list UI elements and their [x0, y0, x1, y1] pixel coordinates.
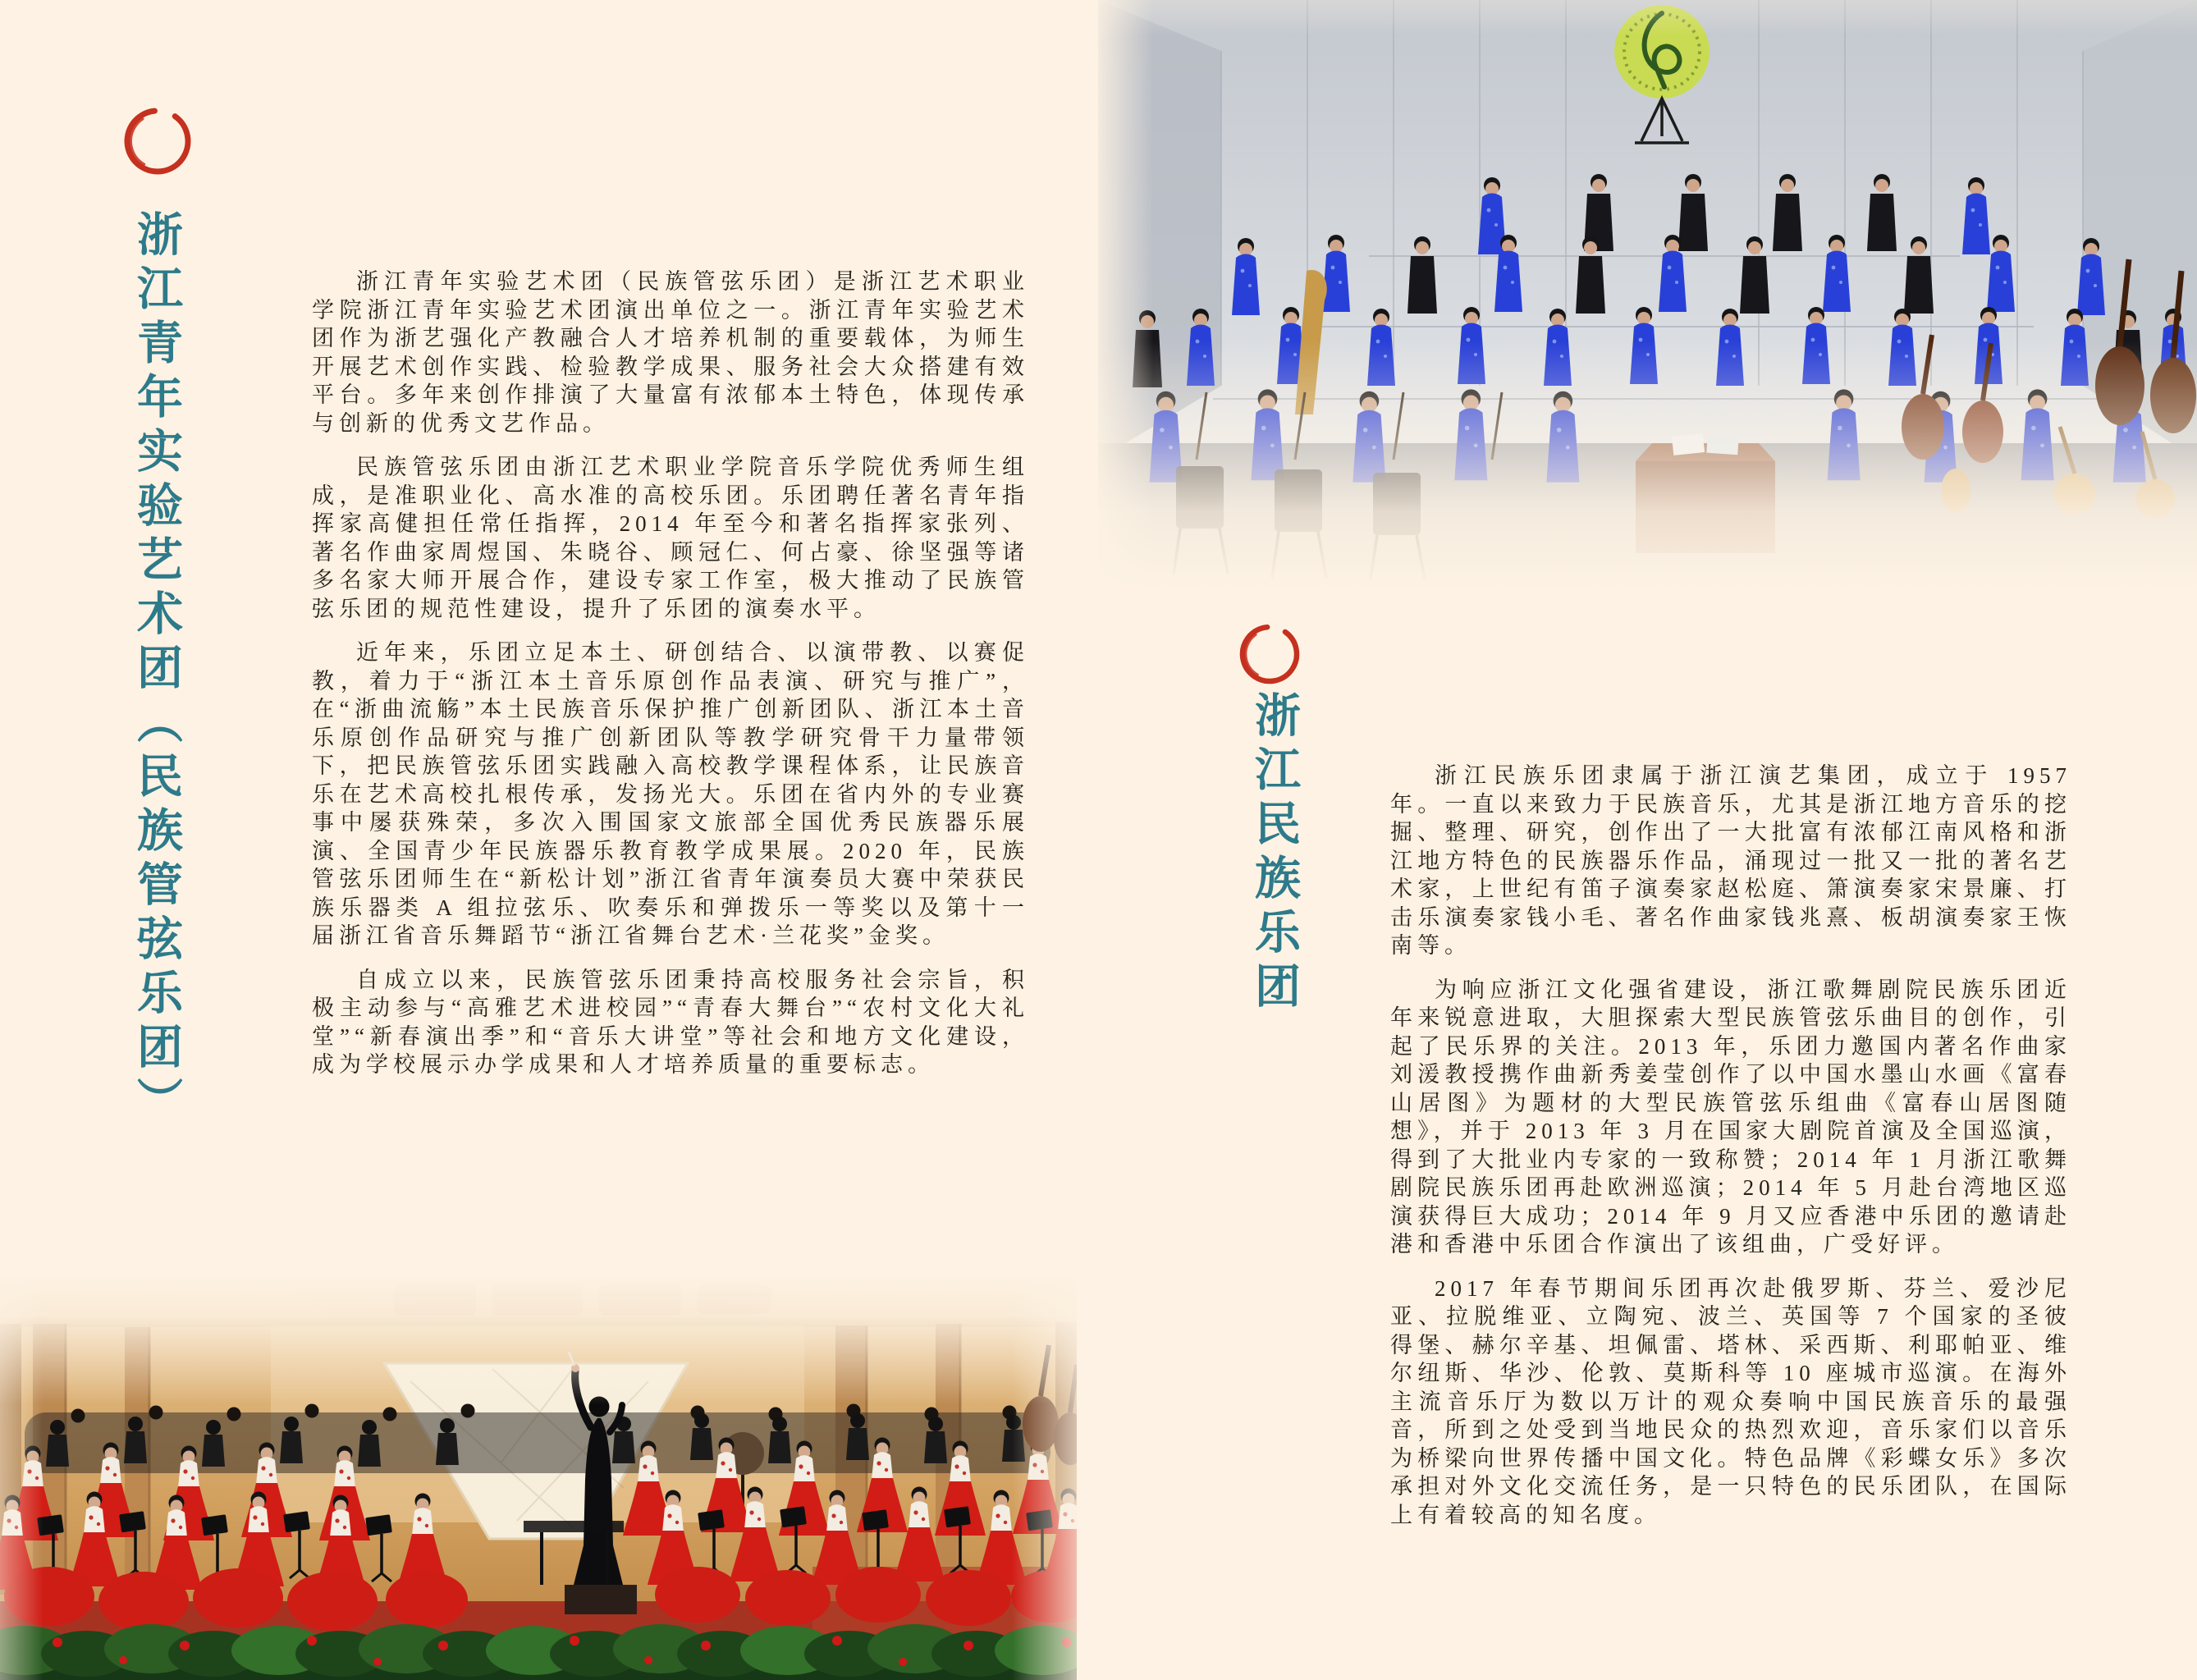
- red-orchestra-photo-graphic: [0, 1275, 1077, 1680]
- treble-clef-logo-icon: [1614, 5, 1710, 98]
- paragraph: 浙江民族乐团隶属于浙江演艺集团，成立于 1957 年。一直以来致力于民族音乐，尤其是浙江地方音乐的挖掘、整理、研究，创作出了一大批富有浓郁江南风格和浙江地方特色的民族器乐作品，涌现过一批又一批的著名艺术家，上世纪有笛子演奏家赵松庭、箫演奏家宋景廉、打击乐演奏家钱小毛、著名作曲家钱兆熹、板胡演奏家王恢南等。: [1390, 763, 2071, 958]
- paragraph: 浙江青年实验艺术团（民族管弦乐团）是浙江艺术职业学院浙江青年实验艺术团演出单位之一。浙江青年实验艺术团作为浙艺强化产教融合人才培养机制的重要载体，为师生开展艺术创作实践、检验教学成果、服务社会大众搭建有效平台。多年来创作排演了大量富有浓郁本土特色，体现传承与创新的优秀文艺作品。: [312, 269, 1029, 436]
- right-page-body: [1390, 762, 2071, 1529]
- brush-circle-icon: [121, 105, 194, 177]
- left-page-body: [312, 268, 1029, 1079]
- paragraph: 2017 年春节期间乐团再次赴俄罗斯、芬兰、爱沙尼亚、拉脱维亚、立陶宛、波兰、英国等 7 个国家的圣彼得堡、赫尔辛基、坦佩雷、塔林、采西斯、利耶帕亚、维尔纽斯、华沙、伦敦、莫斯科等 10 座城市巡演。在海外主流音乐厅为数以万计的观众奏响中国民族音乐的最强音，所到之处受到当地民众的热烈欢迎，音乐家们以音乐为桥梁向世界传播中国文化。特色品牌《彩蝶女乐》多次承担对外文化交流任务，是一只特色的民乐团队，在国际上有着较高的知名度。: [1390, 1275, 2071, 1527]
- right-page-title: 浙江民族乐团: [1248, 691, 1299, 1016]
- paragraph: 为响应浙江文化强省建设，浙江歌舞剧院民族乐团近年来锐意进取，大胆探索大型民族管弦乐曲目的创作，引起了民乐界的关注。2013 年，乐团力邀国内著名作曲家刘湲教授携作曲新秀姜莹创作了以中国水墨山水画《富春山居图》为题材的大型民族管弦乐组曲《富春山居图随想》，并于 2013 年 3 月在国家大剧院首演及全国巡演，得到了大批业内专家的一致称赞；2014 年 1 月浙江歌舞剧院民族乐团再赴欧洲巡演；2014 年 5 月赴台湾地区巡演获得巨大成功；2014 年 9 月又应香港中乐团的邀请赴港和香港中乐团合作演出了该组曲，广受好评。: [1390, 977, 2071, 1257]
- blue-orchestra-photo: [1098, 0, 2197, 609]
- paragraph: 民族管弦乐团由浙江艺术职业学院音乐学院优秀师生组成，是准职业化、高水准的高校乐团。乐团聘任著名青年指挥家高健担任常任指挥，2014 年至今和著名指挥家张列、著名作曲家周煜国、朱晓谷、顾冠仁、何占豪、徐坚强等诸多名家大师开展合作，建设专家工作室，极大推动了民族管弦乐团的规范性建设，提升了乐团的演奏水平。: [312, 455, 1029, 621]
- blue-orchestra-photo-graphic: [1098, 0, 2197, 609]
- brush-circle-icon: [1238, 622, 1302, 686]
- paragraph: 近年来，乐团立足本土、研创结合、以演带教、以赛促教，着力于“浙江本土音乐原创作品表演、研究与推广”，在“浙曲流觞”本土民族音乐保护推广创新团队、浙江本土音乐原创作品研究与推广创新团队等教学研究骨干力量带领下，把民族管弦乐团实践融入高校教学课程体系，让民族音乐在艺术高校扎根传承，发扬光大。乐团在省内外的专业赛事中屡获殊荣，多次入围国家文旅部全国优秀民族器乐展演、全国青少年民族器乐教育教学成果展。2020 年，民族管弦乐团师生在“新松计划”浙江省青年演奏员大赛中荣获民族乐器类 A 组拉弦乐、吹奏乐和弹拨乐一等奖以及第十一届浙江省音乐舞蹈节“浙江省舞台艺术·兰花奖”金奖。: [312, 640, 1029, 948]
- paragraph: 自成立以来，民族管弦乐团秉持高校服务社会宗旨，积极主动参与“高雅艺术进校园”“青春大舞台”“农村文化大礼堂”“新春演出季”和“音乐大讲堂”等社会和地方文化建设，成为学校展示办学成果和人才培养质量的重要标志。: [312, 967, 1029, 1077]
- left-page-title: 浙江青年实验艺术团（民族管弦乐团）: [130, 210, 181, 1131]
- red-orchestra-photo: [0, 1275, 1077, 1680]
